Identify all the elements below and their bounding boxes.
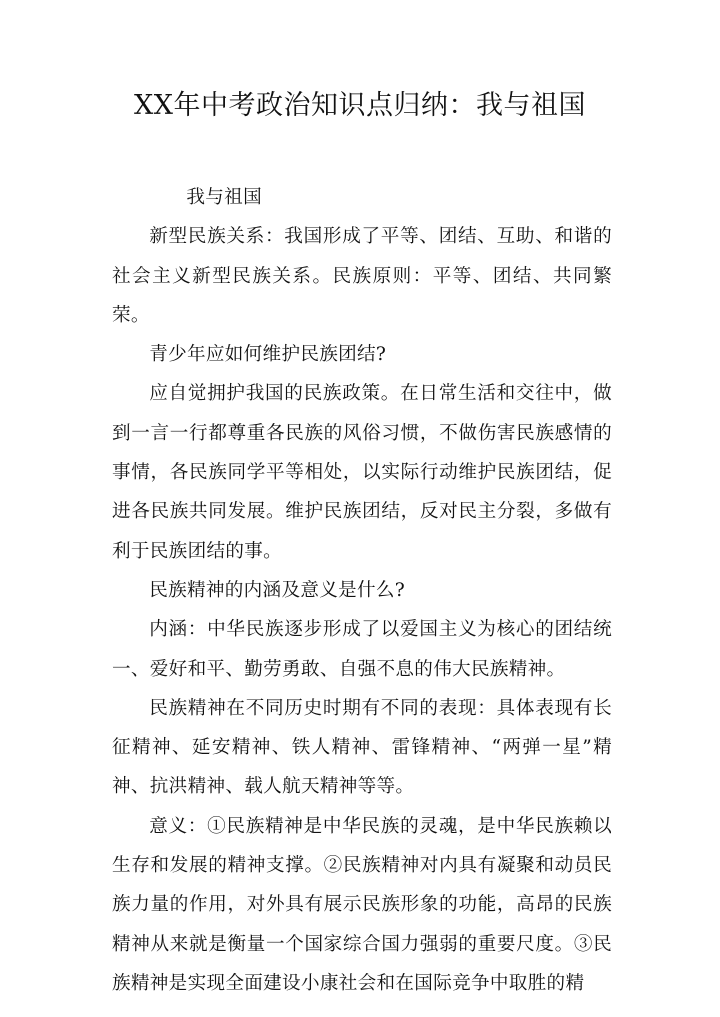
question-ethnic-unity: 青少年应如何维护民族团结? [149,344,387,366]
document-title: XX年中考政治知识点归纳：我与祖国 [134,90,586,121]
paragraph-national-spirit-expressions: 民族精神在不同历史时期有不同的表现：具体表现有长征精神、延安精神、铁人精神、雷锋精神、“两弹一星”精神、抗洪精神、载人航天精神等等。 [112,697,612,798]
paragraph-ethnic-unity-answer: 应自觉拥护我国的民族政策。在日常生活和交往中，做到一言一行都尊重各民族的风俗习惯，不做伤害民族感情的事情，各民族同学平等相处，以实际行动维护民族团结，促进各民族共同发展。维护民族团结，反对民主分裂，多做有利于民族团结的事。 [112,383,612,562]
section-heading: 我与祖国 [186,187,262,208]
paragraph-national-spirit-significance: 意义：①民族精神是中华民族的灵魂，是中华民族赖以生存和发展的精神支撑。②民族精神对内具有凝聚和动员民族力量的作用，对外具有展示民族形象的功能，高昂的民族精神从来就是衡量一个国家综合国力强弱的重要尺度。③民族精神是实现全面建设小康社会和在国际竞争中取胜的精 [112,815,612,994]
document-body [112,178,612,1003]
question-national-spirit: 民族精神的内涵及意义是什么? [149,579,406,601]
paragraph-national-spirit-connotation: 内涵：中华民族逐步形成了以爱国主义为核心的团结统一、爱好和平、勤劳勇敢、自强不息的伟大民族精神。 [112,619,612,680]
paragraph-ethnic-relations: 新型民族关系：我国形成了平等、团结、互助、和谐的社会主义新型民族关系。民族原则：平等、团结、共同繁荣。 [112,226,612,326]
